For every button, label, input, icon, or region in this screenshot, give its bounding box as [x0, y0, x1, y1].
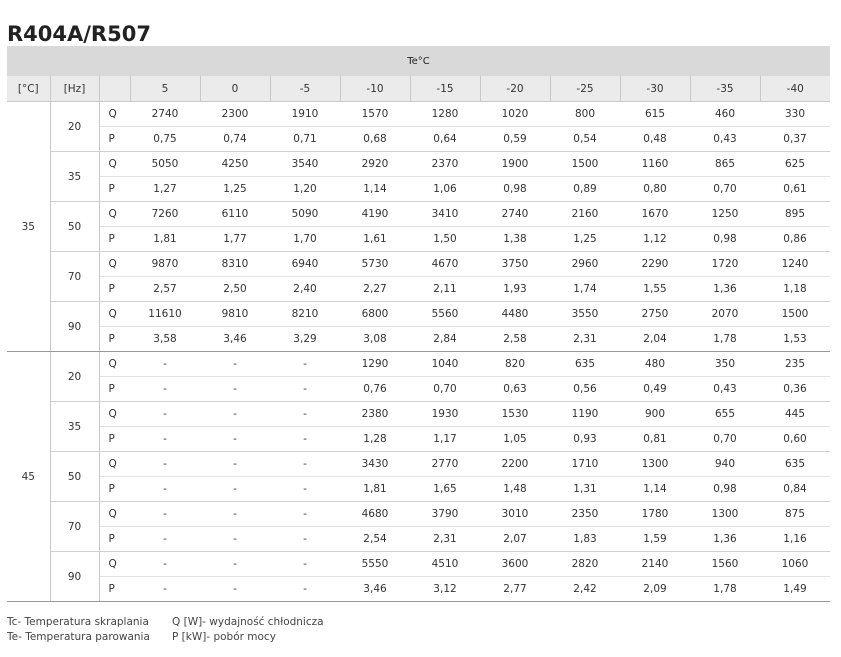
capacity-cell: -	[270, 452, 340, 477]
power-cell: 3,12	[410, 577, 480, 602]
col-header-tc: [°C]	[7, 76, 50, 102]
power-cell: 1,78	[690, 327, 760, 352]
capacity-cell: 1280	[410, 102, 480, 127]
power-cell: -	[130, 477, 200, 502]
power-cell: 0,71	[270, 127, 340, 152]
power-cell: 0,63	[480, 377, 550, 402]
capacity-cell: 3790	[410, 502, 480, 527]
capacity-cell: -	[270, 352, 340, 377]
te-column-header: -25	[550, 76, 620, 102]
power-cell: 0,54	[550, 127, 620, 152]
table-row	[7, 402, 830, 427]
power-cell: 0,84	[760, 477, 830, 502]
power-cell: 0,74	[200, 127, 270, 152]
power-cell: 1,36	[690, 527, 760, 552]
capacity-cell: 1930	[410, 402, 480, 427]
power-cell: 1,83	[550, 527, 620, 552]
capacity-cell: 2350	[550, 502, 620, 527]
q-label: Q	[99, 552, 130, 577]
te-column-header: 5	[130, 76, 200, 102]
q-label: Q	[99, 252, 130, 277]
power-cell: 0,48	[620, 127, 690, 152]
power-cell: 2,27	[340, 277, 410, 302]
capacity-cell: 5550	[340, 552, 410, 577]
p-label: P	[99, 327, 130, 352]
capacity-cell: 1910	[270, 102, 340, 127]
capacity-cell: -	[130, 402, 200, 427]
p-label: P	[99, 377, 130, 402]
power-cell: 1,48	[480, 477, 550, 502]
table-row	[7, 177, 830, 202]
p-label: P	[99, 127, 130, 152]
hz-value: 70	[50, 252, 99, 302]
capacity-cell: 9810	[200, 302, 270, 327]
p-label: P	[99, 227, 130, 252]
capacity-cell: 1560	[690, 552, 760, 577]
capacity-cell: -	[200, 552, 270, 577]
capacity-cell: 2740	[480, 202, 550, 227]
power-cell: 2,50	[200, 277, 270, 302]
power-cell: 1,16	[760, 527, 830, 552]
table-row	[7, 527, 830, 552]
table-row	[7, 327, 830, 352]
p-label: P	[99, 477, 130, 502]
power-cell: 0,37	[760, 127, 830, 152]
capacity-cell: 1500	[760, 302, 830, 327]
te-column-header: 0	[200, 76, 270, 102]
capacity-cell: 2740	[130, 102, 200, 127]
capacity-cell: 2160	[550, 202, 620, 227]
capacity-cell: 1290	[340, 352, 410, 377]
power-cell: 0,49	[620, 377, 690, 402]
power-cell: 3,29	[270, 327, 340, 352]
capacity-cell: 1530	[480, 402, 550, 427]
capacity-cell: -	[270, 502, 340, 527]
power-cell: 1,93	[480, 277, 550, 302]
power-cell: 2,58	[480, 327, 550, 352]
p-label: P	[99, 577, 130, 602]
power-cell: 2,42	[550, 577, 620, 602]
q-label: Q	[99, 452, 130, 477]
power-cell: 0,60	[760, 427, 830, 452]
te-header: Te°C	[7, 46, 830, 76]
power-cell: -	[200, 377, 270, 402]
power-cell: -	[200, 477, 270, 502]
capacity-cell: 3750	[480, 252, 550, 277]
legend-p: P [kW]- pobór mocy	[172, 630, 276, 643]
power-cell: 0,98	[480, 177, 550, 202]
power-cell: 0,75	[130, 127, 200, 152]
tc-value: 45	[7, 352, 50, 602]
te-column-header: -30	[620, 76, 690, 102]
table-row	[7, 352, 830, 377]
capacity-cell: 4250	[200, 152, 270, 177]
power-cell: -	[270, 577, 340, 602]
capacity-cell: 625	[760, 152, 830, 177]
power-cell: 0,76	[340, 377, 410, 402]
power-cell: -	[130, 577, 200, 602]
power-cell: 2,40	[270, 277, 340, 302]
capacity-cell: 4190	[340, 202, 410, 227]
power-cell: 1,25	[550, 227, 620, 252]
capacity-cell: -	[200, 402, 270, 427]
performance-table	[7, 46, 830, 602]
capacity-cell: 2960	[550, 252, 620, 277]
capacity-cell: 4510	[410, 552, 480, 577]
table-row	[7, 427, 830, 452]
capacity-cell: 7260	[130, 202, 200, 227]
capacity-cell: -	[130, 452, 200, 477]
capacity-cell: 3550	[550, 302, 620, 327]
capacity-cell: 2380	[340, 402, 410, 427]
q-label: Q	[99, 502, 130, 527]
power-cell: 0,70	[690, 177, 760, 202]
capacity-cell: -	[200, 452, 270, 477]
power-cell: 1,70	[270, 227, 340, 252]
capacity-cell: 2770	[410, 452, 480, 477]
hz-value: 35	[50, 152, 99, 202]
power-cell: -	[270, 477, 340, 502]
power-cell: 1,49	[760, 577, 830, 602]
capacity-cell: 1250	[690, 202, 760, 227]
power-cell: 3,08	[340, 327, 410, 352]
capacity-cell: 1780	[620, 502, 690, 527]
capacity-cell: 800	[550, 102, 620, 127]
power-cell: 1,05	[480, 427, 550, 452]
capacity-cell: 1710	[550, 452, 620, 477]
capacity-cell: -	[130, 502, 200, 527]
capacity-cell: 3540	[270, 152, 340, 177]
power-cell: 1,18	[760, 277, 830, 302]
power-cell: 1,53	[760, 327, 830, 352]
power-cell: 2,31	[550, 327, 620, 352]
capacity-cell: 4680	[340, 502, 410, 527]
hz-value: 35	[50, 402, 99, 452]
power-cell: 1,25	[200, 177, 270, 202]
power-cell: 2,54	[340, 527, 410, 552]
capacity-cell: 4480	[480, 302, 550, 327]
capacity-cell: 350	[690, 352, 760, 377]
capacity-cell: -	[270, 552, 340, 577]
power-cell: -	[200, 527, 270, 552]
table-row	[7, 152, 830, 177]
power-cell: 1,20	[270, 177, 340, 202]
capacity-cell: 8310	[200, 252, 270, 277]
power-cell: -	[130, 527, 200, 552]
power-cell: 0,70	[690, 427, 760, 452]
power-cell: 3,58	[130, 327, 200, 352]
power-cell: 1,06	[410, 177, 480, 202]
capacity-cell: 6110	[200, 202, 270, 227]
power-cell: 2,31	[410, 527, 480, 552]
capacity-cell: 635	[760, 452, 830, 477]
power-cell: 1,38	[480, 227, 550, 252]
hz-value: 50	[50, 202, 99, 252]
te-column-header: -20	[480, 76, 550, 102]
power-cell: 2,77	[480, 577, 550, 602]
hz-value: 90	[50, 302, 99, 352]
te-column-header: -15	[410, 76, 480, 102]
power-cell: -	[200, 427, 270, 452]
capacity-cell: 2370	[410, 152, 480, 177]
capacity-cell: 6940	[270, 252, 340, 277]
capacity-cell: 235	[760, 352, 830, 377]
capacity-cell: 1160	[620, 152, 690, 177]
col-header-hz: [Hz]	[50, 76, 99, 102]
power-cell: 2,04	[620, 327, 690, 352]
power-cell: 0,80	[620, 177, 690, 202]
power-cell: 0,61	[760, 177, 830, 202]
capacity-cell: 3410	[410, 202, 480, 227]
power-cell: 1,17	[410, 427, 480, 452]
capacity-cell: 8210	[270, 302, 340, 327]
capacity-cell: 330	[760, 102, 830, 127]
capacity-cell: 865	[690, 152, 760, 177]
capacity-cell: 1190	[550, 402, 620, 427]
capacity-cell: -	[200, 352, 270, 377]
q-label: Q	[99, 102, 130, 127]
power-cell: 1,61	[340, 227, 410, 252]
power-cell: 2,11	[410, 277, 480, 302]
power-cell: 1,59	[620, 527, 690, 552]
power-cell: -	[200, 577, 270, 602]
te-column-header: -5	[270, 76, 340, 102]
power-cell: 1,36	[690, 277, 760, 302]
q-label: Q	[99, 352, 130, 377]
table-row	[7, 277, 830, 302]
table-row	[7, 502, 830, 527]
capacity-cell: 1240	[760, 252, 830, 277]
power-cell: -	[270, 377, 340, 402]
power-cell: 2,84	[410, 327, 480, 352]
power-cell: 1,78	[690, 577, 760, 602]
power-cell: 0,68	[340, 127, 410, 152]
legend-q: Q [W]- wydajność chłodnicza	[172, 616, 324, 628]
capacity-cell: 1300	[690, 502, 760, 527]
capacity-cell: 2820	[550, 552, 620, 577]
power-cell: 1,81	[340, 477, 410, 502]
power-cell: 2,09	[620, 577, 690, 602]
capacity-cell: 3430	[340, 452, 410, 477]
q-label: Q	[99, 202, 130, 227]
power-cell: 1,65	[410, 477, 480, 502]
capacity-cell: 2300	[200, 102, 270, 127]
capacity-cell: -	[130, 552, 200, 577]
power-cell: 0,43	[690, 377, 760, 402]
power-cell: 0,81	[620, 427, 690, 452]
capacity-cell: 5730	[340, 252, 410, 277]
capacity-cell: 2290	[620, 252, 690, 277]
capacity-cell: -	[130, 352, 200, 377]
capacity-cell: 940	[690, 452, 760, 477]
table-row	[7, 377, 830, 402]
legend-tc: Tc- Temperatura skraplania	[7, 616, 149, 628]
capacity-cell: 1300	[620, 452, 690, 477]
power-cell: 3,46	[200, 327, 270, 352]
power-cell: 0,56	[550, 377, 620, 402]
power-cell: 0,43	[690, 127, 760, 152]
capacity-cell: 2140	[620, 552, 690, 577]
capacity-cell: 4670	[410, 252, 480, 277]
power-cell: 1,50	[410, 227, 480, 252]
capacity-cell: 3010	[480, 502, 550, 527]
power-cell: 1,14	[620, 477, 690, 502]
capacity-cell: 2920	[340, 152, 410, 177]
capacity-cell: -	[200, 502, 270, 527]
capacity-cell: 1020	[480, 102, 550, 127]
capacity-cell: 1570	[340, 102, 410, 127]
p-label: P	[99, 177, 130, 202]
te-column-header: -10	[340, 76, 410, 102]
power-cell: -	[130, 427, 200, 452]
table-row	[7, 127, 830, 152]
power-cell: 2,57	[130, 277, 200, 302]
power-cell: 1,55	[620, 277, 690, 302]
capacity-cell: 1040	[410, 352, 480, 377]
table-row	[7, 102, 830, 127]
power-cell: -	[270, 427, 340, 452]
hz-value: 50	[50, 452, 99, 502]
capacity-cell: -	[270, 402, 340, 427]
p-label: P	[99, 427, 130, 452]
capacity-cell: 820	[480, 352, 550, 377]
capacity-cell: 2200	[480, 452, 550, 477]
capacity-cell: 655	[690, 402, 760, 427]
capacity-cell: 445	[760, 402, 830, 427]
capacity-cell: 1060	[760, 552, 830, 577]
power-cell: -	[130, 377, 200, 402]
power-cell: 0,93	[550, 427, 620, 452]
tc-value: 35	[7, 102, 50, 352]
capacity-cell: 635	[550, 352, 620, 377]
q-label: Q	[99, 152, 130, 177]
hz-value: 70	[50, 502, 99, 552]
capacity-cell: 480	[620, 352, 690, 377]
col-header-label	[99, 76, 130, 102]
legend-units	[172, 615, 324, 644]
q-label: Q	[99, 402, 130, 427]
power-cell: -	[270, 527, 340, 552]
table-row	[7, 302, 830, 327]
capacity-cell: 6800	[340, 302, 410, 327]
p-label: P	[99, 277, 130, 302]
capacity-cell: 460	[690, 102, 760, 127]
power-cell: 0,59	[480, 127, 550, 152]
power-cell: 1,74	[550, 277, 620, 302]
power-cell: 1,14	[340, 177, 410, 202]
legend-te: Te- Temperatura parowania	[7, 630, 150, 643]
hz-value: 20	[50, 102, 99, 152]
power-cell: 1,81	[130, 227, 200, 252]
table-row	[7, 577, 830, 602]
power-cell: 2,07	[480, 527, 550, 552]
te-column-header: -35	[690, 76, 760, 102]
capacity-cell: 5560	[410, 302, 480, 327]
power-cell: 0,64	[410, 127, 480, 152]
capacity-cell: 1500	[550, 152, 620, 177]
power-cell: 1,27	[130, 177, 200, 202]
capacity-cell: 3600	[480, 552, 550, 577]
table-row	[7, 552, 830, 577]
power-cell: 0,36	[760, 377, 830, 402]
power-cell: 0,89	[550, 177, 620, 202]
power-cell: 1,77	[200, 227, 270, 252]
q-label: Q	[99, 302, 130, 327]
p-label: P	[99, 527, 130, 552]
power-cell: 1,28	[340, 427, 410, 452]
table-row	[7, 252, 830, 277]
capacity-cell: 875	[760, 502, 830, 527]
power-cell: 1,12	[620, 227, 690, 252]
capacity-cell: 11610	[130, 302, 200, 327]
te-column-header: -40	[760, 76, 830, 102]
page-title: R404A/R507	[7, 22, 151, 46]
power-cell: 0,70	[410, 377, 480, 402]
capacity-cell: 1670	[620, 202, 690, 227]
capacity-cell: 900	[620, 402, 690, 427]
capacity-cell: 895	[760, 202, 830, 227]
capacity-cell: 5050	[130, 152, 200, 177]
capacity-cell: 2070	[690, 302, 760, 327]
capacity-cell: 9870	[130, 252, 200, 277]
capacity-cell: 5090	[270, 202, 340, 227]
power-cell: 0,98	[690, 227, 760, 252]
capacity-cell: 1900	[480, 152, 550, 177]
table-row	[7, 202, 830, 227]
hz-value: 20	[50, 352, 99, 402]
power-cell: 3,46	[340, 577, 410, 602]
power-cell: 0,86	[760, 227, 830, 252]
power-cell: 0,98	[690, 477, 760, 502]
table-row	[7, 477, 830, 502]
capacity-cell: 2750	[620, 302, 690, 327]
table-row	[7, 227, 830, 252]
hz-value: 90	[50, 552, 99, 602]
capacity-cell: 615	[620, 102, 690, 127]
table-row	[7, 452, 830, 477]
power-cell: 1,31	[550, 477, 620, 502]
legend-temperatures	[7, 615, 150, 644]
capacity-cell: 1720	[690, 252, 760, 277]
